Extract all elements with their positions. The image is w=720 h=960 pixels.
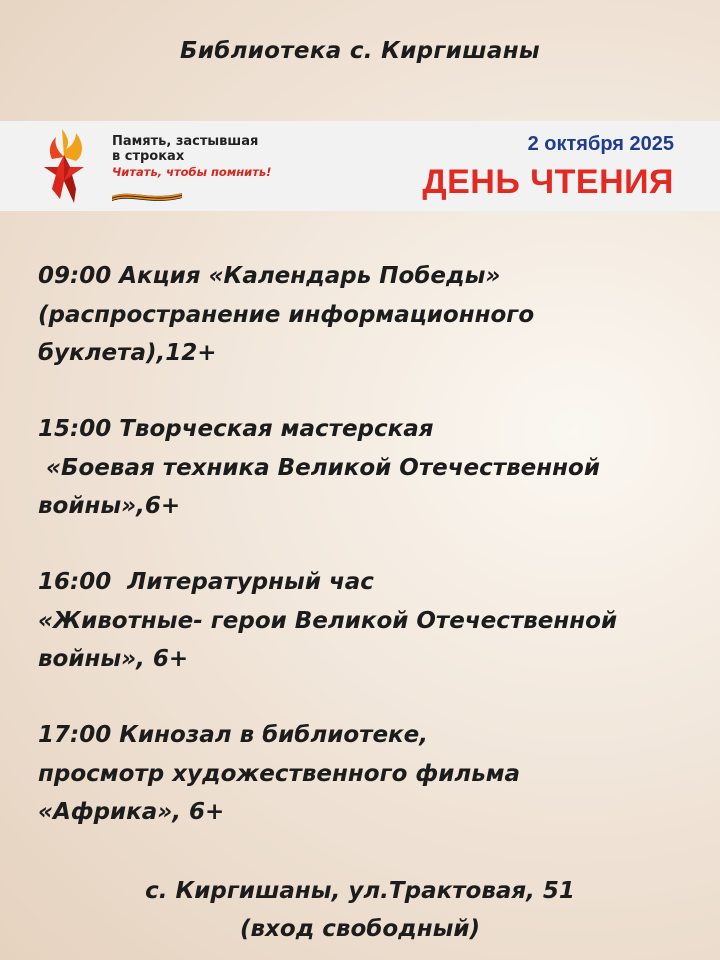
eternal-flame-star-icon [34,127,94,205]
event-date: 2 октября 2025 [527,133,674,155]
schedule-item [38,257,698,373]
schedule-line: буклета),12+ [38,340,217,366]
schedule-line: войны»,6+ [38,493,181,519]
schedule-line: просмотр художественного фильма [38,760,521,787]
event-banner [0,121,720,211]
schedule-line: 15:00 Творческая мастерская [38,416,434,442]
slogan-red-line: Читать, чтобы помнить! [112,165,272,179]
schedule-item [38,563,698,679]
entry-note: (вход свободный) [239,916,481,942]
schedule-line: 09:00 Акция «Календарь Победы» [38,263,501,289]
schedule-item [38,410,698,526]
schedule-line: «Животные- герои Великой Отечественной [38,607,618,634]
schedule-line: «Боевая техника Великой Отечественной [38,454,600,481]
slogan-line-1: Память, застывшая [112,134,259,149]
schedule-item [38,716,698,832]
schedule-list [38,257,698,832]
slogan-line-2: в строках [112,149,185,164]
address: с. Киргишаны, ул.Трактовая, 51 [145,878,575,904]
page-title: Библиотека с. Киргишаны [180,38,540,64]
schedule-line: 16:00 Литературный час [38,569,374,595]
event-name: ДЕНЬ ЧТЕНИЯ [422,163,674,201]
banner-slogan [112,134,271,180]
schedule-line: «Африка», 6+ [38,799,225,825]
schedule-line: (распространение информационного [38,301,535,328]
schedule-line: войны», 6+ [38,646,189,672]
schedule-line: 17:00 Кинозал в библиотеке, [38,722,429,748]
st-george-ribbon-icon [112,187,182,203]
address-footer [0,872,720,948]
